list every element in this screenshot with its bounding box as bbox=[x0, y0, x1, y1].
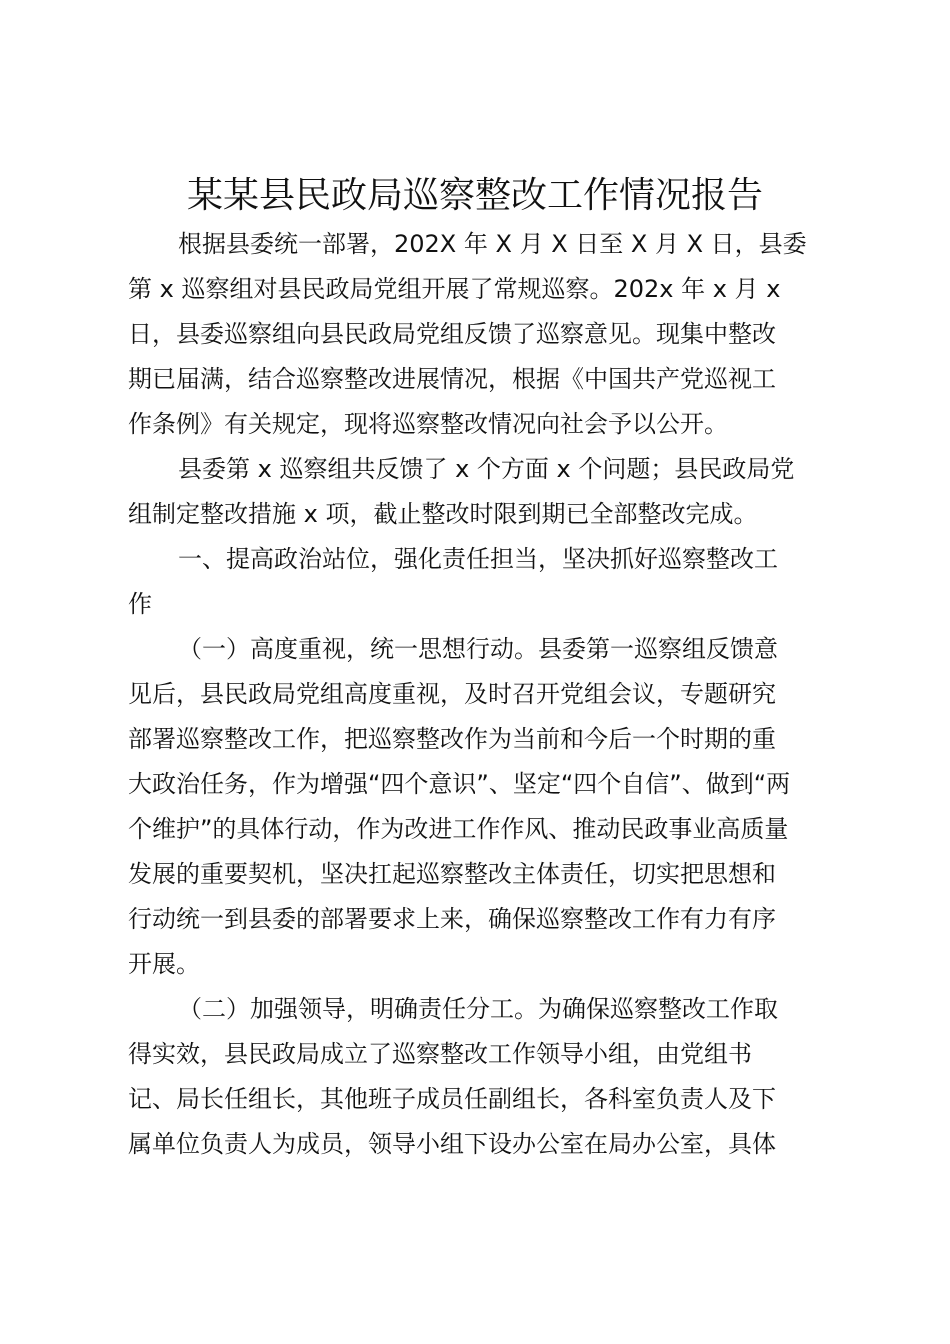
paragraph-line: 县委第 x 巡察组共反馈了 x 个方面 x 个问题；县民政局党 bbox=[178, 455, 795, 483]
heading-line: 作 bbox=[128, 590, 152, 618]
paragraph-line: 属单位负责人为成员，领导小组下设办公室在局办公室，具体 bbox=[128, 1130, 776, 1158]
document-title: 某某县民政局巡察整改工作情况报告 bbox=[186, 175, 763, 216]
paragraph-line: 期已届满，结合巡察整改进展情况，根据《中国共产党巡视工 bbox=[128, 365, 776, 393]
paragraph-line: 个维护”的具体行动，作为改进工作作风、推动民政事业高质量 bbox=[128, 815, 789, 843]
section-heading-1 bbox=[128, 537, 828, 627]
paragraph-line: 作条例》有关规定，现将巡察整改情况向社会予以公开。 bbox=[128, 410, 728, 438]
subsection-2 bbox=[128, 987, 828, 1167]
paragraph-line: 大政治任务，作为增强“四个意识”、坚定“四个自信”、做到“两 bbox=[128, 770, 791, 798]
paragraph-line: 发展的重要契机，坚决扛起巡察整改主体责任，切实把思想和 bbox=[128, 860, 776, 888]
paragraph-line: 开展。 bbox=[128, 950, 200, 978]
paragraph-line: 组制定整改措施 x 项，截止整改时限到期已全部整改完成。 bbox=[128, 500, 758, 528]
document-body bbox=[128, 222, 828, 1167]
paragraph-summary bbox=[128, 447, 828, 537]
paragraph-line: 第 x 巡察组对县民政局党组开展了常规巡察。202x 年 x 月 x bbox=[128, 275, 781, 303]
paragraph-line: 行动统一到县委的部署要求上来，确保巡察整改工作有力有序 bbox=[128, 905, 776, 933]
paragraph-line: 见后，县民政局党组高度重视，及时召开党组会议，专题研究 bbox=[128, 680, 776, 708]
paragraph-line: 日，县委巡察组向县民政局党组反馈了巡察意见。现集中整改 bbox=[128, 320, 776, 348]
paragraph-intro bbox=[128, 222, 828, 447]
subsection-1 bbox=[128, 627, 828, 987]
paragraph-line: （一）高度重视，统一思想行动。县委第一巡察组反馈意 bbox=[178, 635, 778, 663]
heading-line: 一、提高政治站位，强化责任担当，坚决抓好巡察整改工 bbox=[178, 545, 778, 573]
paragraph-line: 得实效，县民政局成立了巡察整改工作领导小组，由党组书 bbox=[128, 1040, 752, 1068]
paragraph-line: （二）加强领导，明确责任分工。为确保巡察整改工作取 bbox=[178, 995, 778, 1023]
paragraph-line: 部署巡察整改工作，把巡察整改作为当前和今后一个时期的重 bbox=[128, 725, 776, 753]
paragraph-line: 记、局长任组长，其他班子成员任副组长，各科室负责人及下 bbox=[128, 1085, 776, 1113]
paragraph-line: 根据县委统一部署，202X 年 X 月 X 日至 X 月 X 日，县委 bbox=[178, 230, 807, 258]
